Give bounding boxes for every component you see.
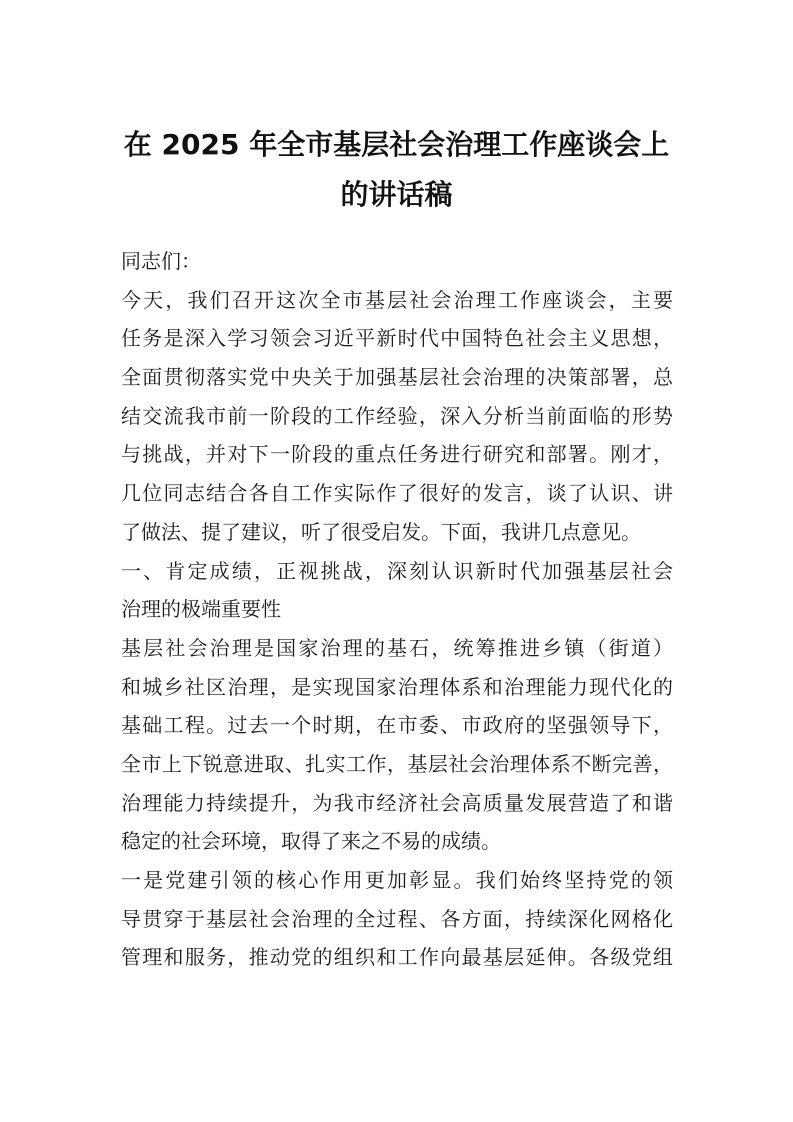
body-line: 今天，我们召开这次全市基层社会治理工作座谈会，主要 (121, 287, 673, 312)
document-body (121, 242, 673, 977)
body-line: 基层社会治理是国家治理的基石，统筹推进乡镇（街道） (121, 635, 673, 660)
body-line: 稳定的社会环境，取得了来之不易的成绩。 (121, 829, 501, 854)
body-line: 同志们： (121, 249, 201, 273)
body-line: 治理能力持续提升，为我市经济社会高质量发展营造了和谐 (121, 790, 673, 815)
body-line: 基础工程。过去一个时期，在市委、市政府的坚强领导下， (121, 713, 673, 738)
title-line-2: 的讲话稿 (340, 178, 453, 211)
body-line: 结交流我市前一阶段的工作经验，深入分析当前面临的形势 (121, 403, 673, 428)
title-line-1: 在 2025 年全市基层社会治理工作座谈会上 (123, 128, 670, 161)
body-line: 几位同志结合各自工作实际作了很好的发言，谈了认识、讲 (121, 481, 673, 506)
body-line: 导贯穿于基层社会治理的全过程、各方面，持续深化网格化 (121, 906, 673, 931)
body-line: 治理的极端重要性 (121, 597, 281, 622)
body-line: 与挑战，并对下一阶段的重点任务进行研究和部署。刚才， (121, 442, 673, 467)
document-title (110, 120, 683, 220)
body-line: 全市上下锐意进取、扎实工作，基层社会治理体系不断完善， (121, 751, 673, 776)
body-line: 一、肯定成绩，正视挑战，深刻认识新时代加强基层社会 (121, 558, 673, 583)
body-line: 全面贯彻落实党中央关于加强基层社会治理的决策部署，总 (121, 365, 673, 390)
body-line: 任务是深入学习领会习近平新时代中国特色社会主义思想， (121, 326, 673, 351)
body-line: 管理和服务，推动党的组织和工作向最基层延伸。各级党组 (121, 945, 673, 970)
body-line: 和城乡社区治理，是实现国家治理体系和治理能力现代化的 (121, 674, 673, 699)
body-line: 了做法、提了建议，听了很受启发。下面，我讲几点意见。 (121, 519, 641, 544)
body-line: 一是党建引领的核心作用更加彰显。我们始终坚持党的领 (121, 868, 673, 892)
